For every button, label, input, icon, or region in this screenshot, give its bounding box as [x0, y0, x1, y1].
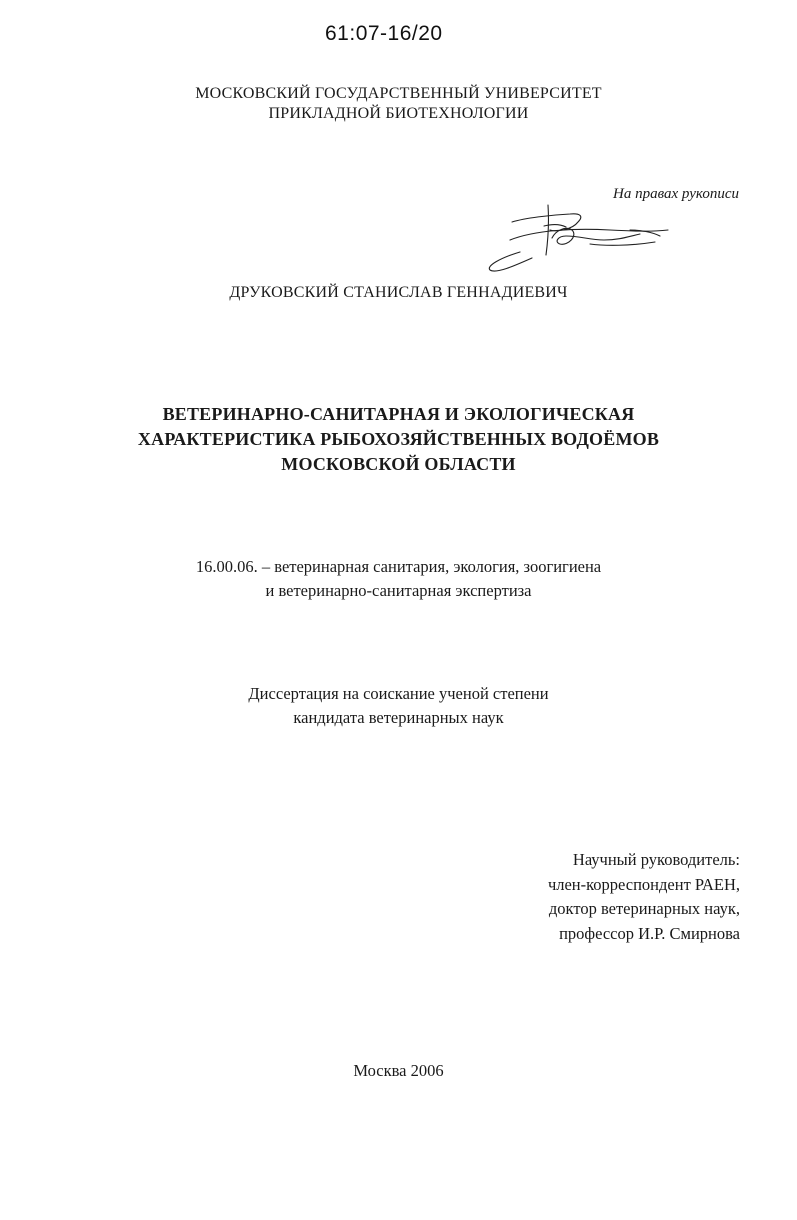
rights-note: На правах рукописи [613, 186, 739, 202]
specialty [0, 555, 797, 603]
specialty-line-1: 16.00.06. – ветеринарная санитария, экология, зоогигиена [195, 557, 602, 576]
institution-header [0, 84, 797, 124]
catalog-number: 61:07-16/20 [325, 22, 443, 45]
advisor-line-1: Научный руководитель: [572, 850, 740, 869]
signature [480, 200, 680, 280]
specialty-line-2: и ветеринарно-санитарная экспертиза [265, 581, 532, 600]
city-year: Москва 2006 [353, 1061, 444, 1080]
advisor-block [430, 848, 740, 946]
dissertation-title [0, 402, 797, 477]
advisor-line-4: профессор И.Р. Смирнова [559, 923, 740, 943]
author-name: ДРУКОВСКИЙ СТАНИСЛАВ ГЕННАДИЕВИЧ [229, 284, 568, 301]
degree-line-2: кандидата ветеринарных наук [293, 708, 504, 727]
degree-statement [0, 682, 797, 730]
advisor-line-3: доктор ветеринарных наук, [548, 899, 740, 918]
institution-line-1: МОСКОВСКИЙ ГОСУДАРСТВЕННЫЙ УНИВЕРСИТЕТ [195, 85, 602, 102]
institution-line-2: ПРИКЛАДНОЙ БИОТЕХНОЛОГИИ [268, 105, 529, 122]
advisor-line-2: член-корреспондент РАЕН, [547, 874, 740, 894]
title-line-2: ХАРАКТЕРИСТИКА РЫБОХОЗЯЙСТВЕННЫХ ВОДОЁМОВ [137, 429, 660, 449]
title-line-3: МОСКОВСКОЙ ОБЛАСТИ [281, 454, 516, 474]
degree-line-1: Диссертация на соискание ученой степени [248, 684, 549, 703]
title-line-1: ВЕТЕРИНАРНО-САНИТАРНАЯ И ЭКОЛОГИЧЕСКАЯ [162, 404, 635, 424]
